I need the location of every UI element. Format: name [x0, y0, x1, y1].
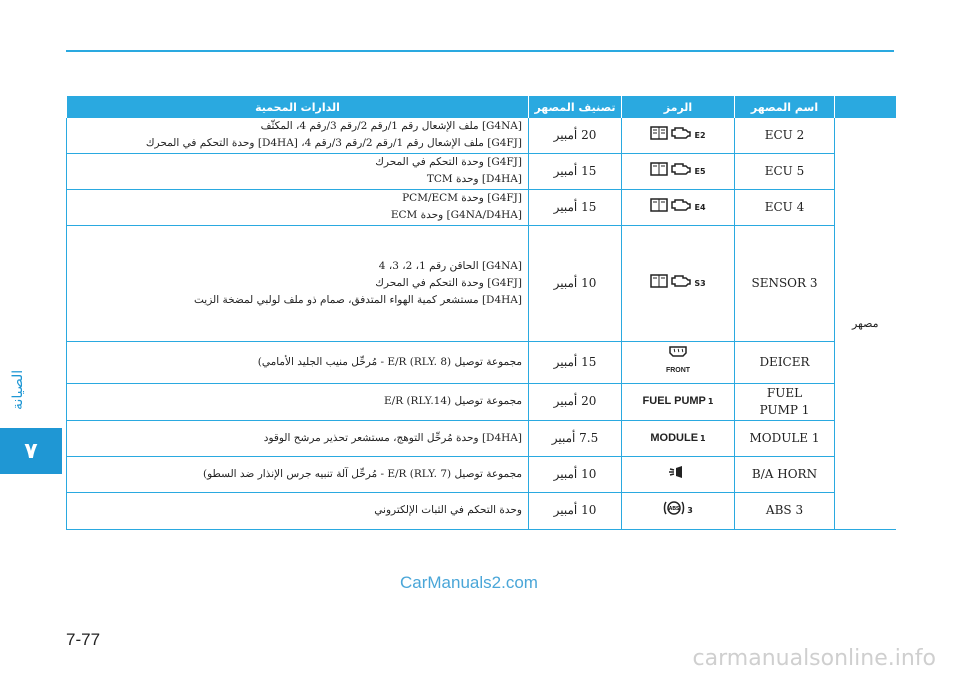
manual-book-icon [650, 274, 668, 293]
table-row [67, 341, 896, 383]
symbol-cell [622, 341, 735, 383]
front-label: FRONT [665, 367, 691, 374]
horn-icon [668, 465, 688, 484]
table-header-row [67, 96, 896, 118]
symbol-cell [622, 118, 735, 153]
engine-icon [670, 162, 692, 181]
symbol-cell [622, 153, 735, 189]
engine-icon [670, 198, 692, 217]
fuse-name-line: FUEL [766, 385, 803, 400]
circuit-line: [G4FJ] وحدة التحكم في المحرك [375, 156, 522, 168]
fuse-rating: 15 أمبير [529, 153, 622, 189]
page-number: 7-77 [66, 630, 101, 649]
circuit-line: [D4HA] مستشعر كمية الهواء المتدفق، صمام ذو ملف لولبي لمضخة الزيت [193, 293, 522, 306]
circuit-desc [67, 118, 529, 153]
circuit-desc [67, 420, 529, 456]
fuse-rating: 15 أمبير [529, 341, 622, 383]
group-cell: مصهر [835, 118, 896, 529]
fuse-name-line: PUMP 1 [759, 402, 810, 417]
circuit-desc [67, 225, 529, 341]
circuit-line: [G4NA] الحاقن رقم 1، 2، 3، 4 [378, 259, 522, 272]
fuse-name: DEICER [735, 341, 835, 383]
fuse-rating: 20 أمبير [529, 383, 622, 420]
chapter-tab[interactable]: ٧ [0, 428, 62, 474]
svg-text:ABS: ABS [668, 506, 680, 512]
fuse-name: ECU 4 [735, 189, 835, 225]
circuit-desc [67, 492, 529, 529]
circuit-line: [D4HA] وحدة TCM [426, 173, 522, 185]
abs-icon [663, 499, 685, 522]
chapter-label: الصيانة [10, 369, 26, 411]
header-rating: تصنيف المصهر [529, 96, 622, 118]
table-row [67, 492, 896, 529]
fuse-rating: 10 أمبير [529, 225, 622, 341]
fuse-rating: 20 أمبير [529, 118, 622, 153]
circuit-line: [G4FJ] وحدة التحكم في المحرك [375, 276, 522, 289]
symbol-cell [622, 189, 735, 225]
engine-icon [670, 126, 692, 145]
circuit-line: وحدة التحكم في الثبات الإلكتروني [374, 504, 522, 516]
circuit-desc [67, 341, 529, 383]
table-row [67, 225, 896, 341]
fuse-rating: 7.5 أمبير [529, 420, 622, 456]
fuse-name: ABS 3 [735, 492, 835, 529]
fuse-name: ECU 5 [735, 153, 835, 189]
fuse-name: SENSOR 3 [735, 225, 835, 341]
manual-book-icon [650, 198, 668, 217]
circuit-desc [67, 383, 529, 420]
icon-superscript: 1 [707, 397, 714, 406]
icon-superscript: 3 [687, 506, 693, 515]
table-row [67, 189, 896, 225]
circuit-line: [G4NA/D4HA] وحدة ECM [390, 209, 522, 221]
circuit-line: مجموعة توصيل E/R (RLY.14) [384, 395, 522, 407]
module-label: MODULE [650, 431, 699, 444]
circuit-desc [67, 153, 529, 189]
front-defrost-icon [668, 345, 688, 362]
manual-book-icon [650, 162, 668, 181]
table-row [67, 383, 896, 420]
symbol-cell [622, 420, 735, 456]
fuse-table [66, 96, 896, 530]
icon-superscript: S3 [694, 278, 706, 288]
icon-superscript: E5 [694, 166, 706, 176]
icon-superscript: E2 [694, 130, 706, 140]
fuse-name: MODULE 1 [735, 420, 835, 456]
table-row [67, 118, 896, 153]
icon-superscript: E4 [694, 202, 706, 212]
symbol-cell [622, 383, 735, 420]
circuit-line: [G4NA] ملف الإشعال رقم 1/رقم 2/رقم 3/رقم 4، المكثّف [260, 120, 522, 133]
circuit-line: مجموعة توصيل E/R (RLY. 7) - مُرحِّل آلة تنبيه جرس الإنذار ضد السطو) [202, 467, 522, 480]
table-row [67, 153, 896, 189]
fuse-rating: 15 أمبير [529, 189, 622, 225]
circuit-line: [G4FJ] ملف الإشعال رقم 1/رقم 2/رقم 3/رقم 4، [D4HA] وحدة التحكم في المحرك [145, 137, 522, 150]
symbol-cell [622, 492, 735, 529]
symbol-cell [622, 225, 735, 341]
icon-superscript: 1 [700, 433, 706, 443]
circuit-line: [G4FJ] وحدة PCM/ECM [402, 192, 522, 204]
header-group [835, 96, 896, 118]
circuit-desc [67, 456, 529, 492]
top-rule [66, 50, 894, 52]
manual-book-icon [650, 126, 668, 145]
symbol-cell [622, 456, 735, 492]
fuse-name: ECU 2 [735, 118, 835, 153]
fuse-name [735, 383, 835, 420]
fuse-rating: 10 أمبير [529, 492, 622, 529]
header-circuit: الدارات المحمية [67, 96, 529, 118]
circuit-line: [D4HA] وحدة مُرحِّل التوهج، مستشعر تحذير مرشح الوقود [263, 431, 522, 444]
table-row [67, 420, 896, 456]
circuit-line: مجموعة توصيل E/R (RLY. 8) - مُرحِّل منيب الجليد الأمامي) [257, 355, 522, 368]
table-row [67, 456, 896, 492]
circuit-desc [67, 189, 529, 225]
header-symbol: الرمز [622, 96, 735, 118]
footer-watermark: carmanualsonline.info [692, 646, 936, 671]
fuse-name: B/A HORN [735, 456, 835, 492]
watermark-link[interactable]: CarManuals2.com [400, 573, 538, 592]
fuel-pump-label: FUEL PUMP [642, 395, 706, 407]
engine-icon [670, 274, 692, 293]
header-name: اسم المصهر [735, 96, 835, 118]
fuse-rating: 10 أمبير [529, 456, 622, 492]
